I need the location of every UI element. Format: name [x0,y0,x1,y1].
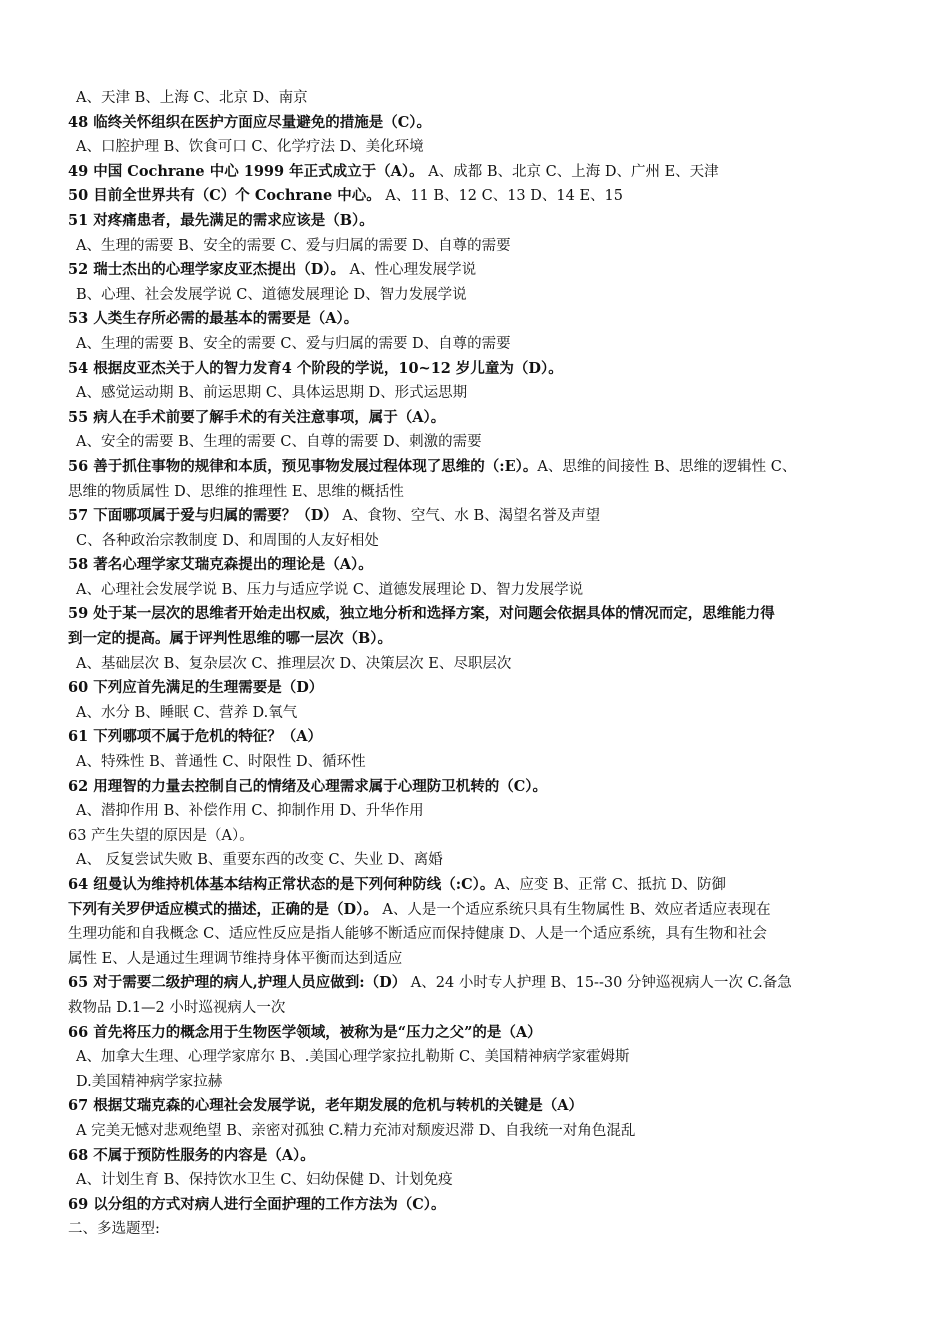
text-line [68,357,888,382]
text-line [68,1021,888,1046]
option-text: A、心理社会发展学说 B、压力与适应学说 C、道德发展理论 D、智力发展学说 [76,581,584,598]
question-text: 61 下列哪项不属于危机的特征？（A） [68,728,322,746]
question-text: 67 根据艾瑞克森的心理社会发展学说，老年期发展的危机与转机的关键是（A） [68,1097,583,1115]
text-line [68,947,888,972]
text-line [68,1094,888,1119]
text-line [68,381,888,406]
text-line [68,1217,888,1242]
question-text: 59 处于某一层次的思维者开始走出权威，独立地分析和选择方案，对问题会依据具体的情况而定，思维能力得 [68,605,775,623]
option-text: A、安全的需要 B、生理的需要 C、自尊的需要 D、刺激的需要 [76,434,482,451]
option-text: D.美国精神病学家拉赫 [76,1073,223,1090]
option-text: A、 反复尝试失败 B、重要东西的改变 C、失业 D、离婚 [76,852,443,869]
option-text: A、口腔护理 B、饮食可口 C、化学疗法 D、美化环境 [76,139,424,156]
option-text: A、思维的间接性 B、思维的逻辑性 C、 [537,458,797,475]
document-page [68,86,888,1242]
text-line [68,725,888,750]
question-text: 62 用理智的力量去控制自己的情绪及心理需求属于心理防卫机转的（C）。 [68,777,548,795]
question-text: 58 著名心理学家艾瑞克森提出的理论是（A）。 [68,556,373,574]
question-text: 51 对疼痛患者，最先满足的需求应该是（B）。 [68,211,374,229]
question-text: 57 下面哪项属于爱与归属的需要？（D） [68,507,338,525]
option-text: A、计划生育 B、保持饮水卫生 C、妇幼保健 D、计划免疫 [76,1172,453,1189]
question-text: 53 人类生存所必需的最基本的需要是（A）。 [68,310,359,328]
option-text: A、特殊性 B、普通性 C、时限性 D、循环性 [76,754,366,771]
text-line [68,775,888,800]
text-line [68,922,888,947]
option-text: A、天津 B、上海 C、北京 D、南京 [76,90,308,106]
text-line [68,529,888,554]
text-line [68,332,888,357]
option-text: C、各种政治宗教制度 D、和周围的人友好相处 [76,532,379,549]
option-text: A、生理的需要 B、安全的需要 C、爱与归属的需要 D、自尊的需要 [76,237,511,254]
option-text: A、性心理发展学说 [345,262,477,279]
option-text: A、人是一个适应系统只具有生物属性 B、效应者适应表现在 [377,901,771,918]
question-text: 65 对于需要二级护理的病人,护理人员应做到:（D） [68,974,407,992]
text-line [68,848,888,873]
option-text: A、成都 B、北京 C、上海 D、广州 E、天津 [423,163,719,180]
text-line [68,184,888,209]
text-line [68,602,888,627]
question-text: 49 中国 Cochrane 中心 1999 年正式成立于（A）。 [68,162,424,180]
text-line [68,701,888,726]
text-line [68,135,888,160]
text-line [68,258,888,283]
text-line [68,873,888,898]
option-text: A、加拿大生理、心理学家席尔 B、.美国心理学家拉扎勒斯 C、美国精神病学家霍姆斯 [76,1049,630,1066]
text-line [68,209,888,234]
text-line [68,898,888,923]
text-line [68,676,888,701]
text-line [68,1168,888,1193]
text-line [68,283,888,308]
question-text: 56 善于抓住事物的规律和本质，预见事物发展过程体现了思维的（:E）。 [68,457,538,475]
text-line [68,652,888,677]
question-text: 55 病人在手术前要了解手术的有关注意事项，属于（A）。 [68,408,446,426]
question-text: 到一定的提高。属于评判性思维的哪一层次（B）。 [68,630,393,648]
option-text: A、生理的需要 B、安全的需要 C、爱与归属的需要 D、自尊的需要 [76,335,511,352]
option-text: A、应变 B、正常 C、抵抗 D、防御 [494,877,727,893]
question-text: 54 根据皮亚杰关于人的智力发育4 个阶段的学说，10~12 岁儿童为（D）。 [68,359,563,377]
text-line [68,578,888,603]
text-line [68,111,888,136]
option-text: B、心理、社会发展学说 C、道德发展理论 D、智力发展学说 [76,286,467,303]
option-text: A、潜抑作用 B、补偿作用 C、抑制作用 D、升华作用 [76,803,424,820]
text-line [68,1070,888,1095]
question-text: 69 以分组的方式对病人进行全面护理的工作方法为（C）。 [68,1195,446,1213]
text-line [68,627,888,652]
question-text: 66 首先将压力的概念用于生物医学领域，被称为是“压力之父”的是（A） [68,1023,542,1041]
question-text: 60 下列应首先满足的生理需要是（D） [68,679,324,697]
option-text: A、11 B、12 C、13 D、14 E、15 [380,188,623,205]
option-text: 属性 E、人是通过生理调节维持身体平衡而达到适应 [68,950,403,967]
option-text: A、食物、空气、水 B、渴望名誉及声望 [337,508,601,525]
text-line [68,971,888,996]
question-text: 50 目前全世界共有（C）个 Cochrane 中心。 [68,187,381,205]
question-text: 下列有关罗伊适应模式的描述，正确的是（D）。 [68,900,378,918]
text-line [68,480,888,505]
text-line [68,1119,888,1144]
question-text: 64 纽曼认为维持机体基本结构正常状态的是下列何种防线（:C）。 [68,876,495,893]
text-line [68,799,888,824]
text-line [68,750,888,775]
text-line [68,504,888,529]
option-text: 63 产生失望的原因是（A）。 [68,827,254,844]
option-text: A、水分 B、睡眠 C、营养 D.氧气 [76,704,298,721]
question-text: 68 不属于预防性服务的内容是（A）。 [68,1146,315,1164]
text-line [68,430,888,455]
text-line [68,553,888,578]
option-text: A 完美无憾对悲观绝望 B、亲密对孤独 C.精力充沛对颓废迟滞 D、自我统一对角色混乱 [76,1122,636,1139]
option-text: 二、多选题型: [68,1221,160,1238]
text-line [68,234,888,259]
text-line [68,996,888,1021]
option-text: 生理功能和自我概念 C、适应性反应是指人能够不断适应而保持健康 D、人是一个适应系统，具有生物和社会 [68,926,767,943]
option-text: 救物品 D.1—2 小时巡视病人一次 [68,999,286,1016]
option-text: A、感觉运动期 B、前运思期 C、具体运思期 D、形式运思期 [76,385,468,402]
option-text: 思维的物质属性 D、思维的推理性 E、思维的概括性 [68,483,404,500]
question-text: 48 临终关怀组织在医护方面应尽量避免的措施是（C）。 [68,113,432,131]
text-line [68,86,888,111]
text-line [68,1045,888,1070]
text-line [68,455,888,480]
option-text: A、24 小时专人护理 B、15--30 分钟巡视病人一次 C.备急 [406,975,792,992]
question-text: 52 瑞士杰出的心理学家皮亚杰提出（D）。 [68,261,346,279]
text-line [68,1144,888,1169]
text-line [68,307,888,332]
text-line [68,160,888,185]
text-line [68,824,888,849]
option-text: A、基础层次 B、复杂层次 C、推理层次 D、决策层次 E、尽职层次 [76,655,512,672]
text-line [68,406,888,431]
text-line [68,1193,888,1218]
